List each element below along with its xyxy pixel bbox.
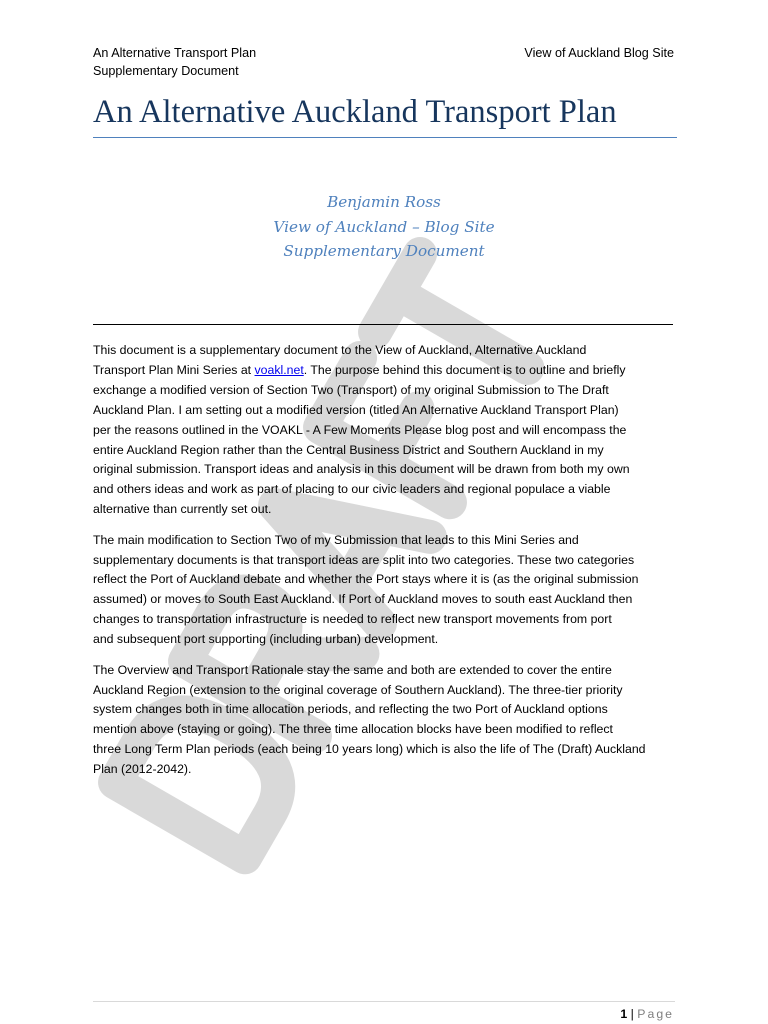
page-separator: | (630, 1007, 634, 1021)
header-doc-title: An Alternative Transport Plan (93, 46, 257, 60)
header-left (93, 44, 256, 80)
paragraph-modification: The main modification to Section Two of my Submission that leads to this Mini Series and supplementary documents is that transport ideas are split into two categories. These two categories reflect the Port of Auckland debate and whether the Port stays where it is (as the original submission assumed) or moves to South East Auckland. If Port of Auckland moves to south east Auckland then changes to transportation infrastructure is needed to reflect new transport movements from port and subsequent port supporting (including urban) development. (93, 532, 639, 647)
paragraph-intro (93, 341, 677, 520)
document-title: An Alternative Auckland Transport Plan (93, 94, 617, 130)
header-site-name: View of Auckland Blog Site (524, 46, 674, 60)
paragraph-intro-text-1: This document is a supplementary document to the View of Auckland, Alternative Auckland Transport Plan Mini Series at (93, 343, 587, 377)
author-block (0, 190, 768, 264)
page-label: Page (637, 1007, 674, 1021)
header-doc-subtitle: Supplementary Document (93, 64, 239, 78)
footer-rule (93, 1001, 675, 1002)
author-name: Benjamin Ross (327, 193, 441, 211)
page-number: 1 (620, 1007, 628, 1021)
title-underline (93, 137, 677, 138)
voakl-link[interactable]: voakl.net (254, 362, 304, 377)
paragraph-overview: The Overview and Transport Rationale stay the same and both are extended to cover the entire Auckland Region (extension to the original coverage of Southern Auckland). The three-tier priority system changes both in time allocation periods, and reflecting the two Port of Auckland options mention above (staying or going). The three time allocation blocks have been modified to reflect three Long Term Plan periods (each being 10 years long) which is also the life of The (Draft) Auckland Plan (2012-2042). (93, 662, 646, 777)
paragraph-intro-text-2: . The purpose behind this document is to outline and briefly exchange a modified version of Section Two (Transport) of my original Submission to The Draft Auckland Plan. I am setting out a modified version (titled An Alternative Auckland Transport Plan) per the reasons outlined in the VOAKL - A Few Moments Please blog post and will encompass the entire Auckland Region rather than the Central Business District and Southern Auckland in my original submission. Transport ideas and analysis in this document will be drawn from both my own and others ideas and work as part of placing to our civic leaders and regional populace a viable alternative than currently set out. (93, 362, 630, 517)
page-footer (620, 1005, 674, 1023)
document-body (93, 341, 677, 791)
section-separator (93, 324, 673, 325)
document-type: Supplementary Document (283, 242, 485, 261)
site-name: View of Auckland – Blog Site (273, 217, 495, 236)
